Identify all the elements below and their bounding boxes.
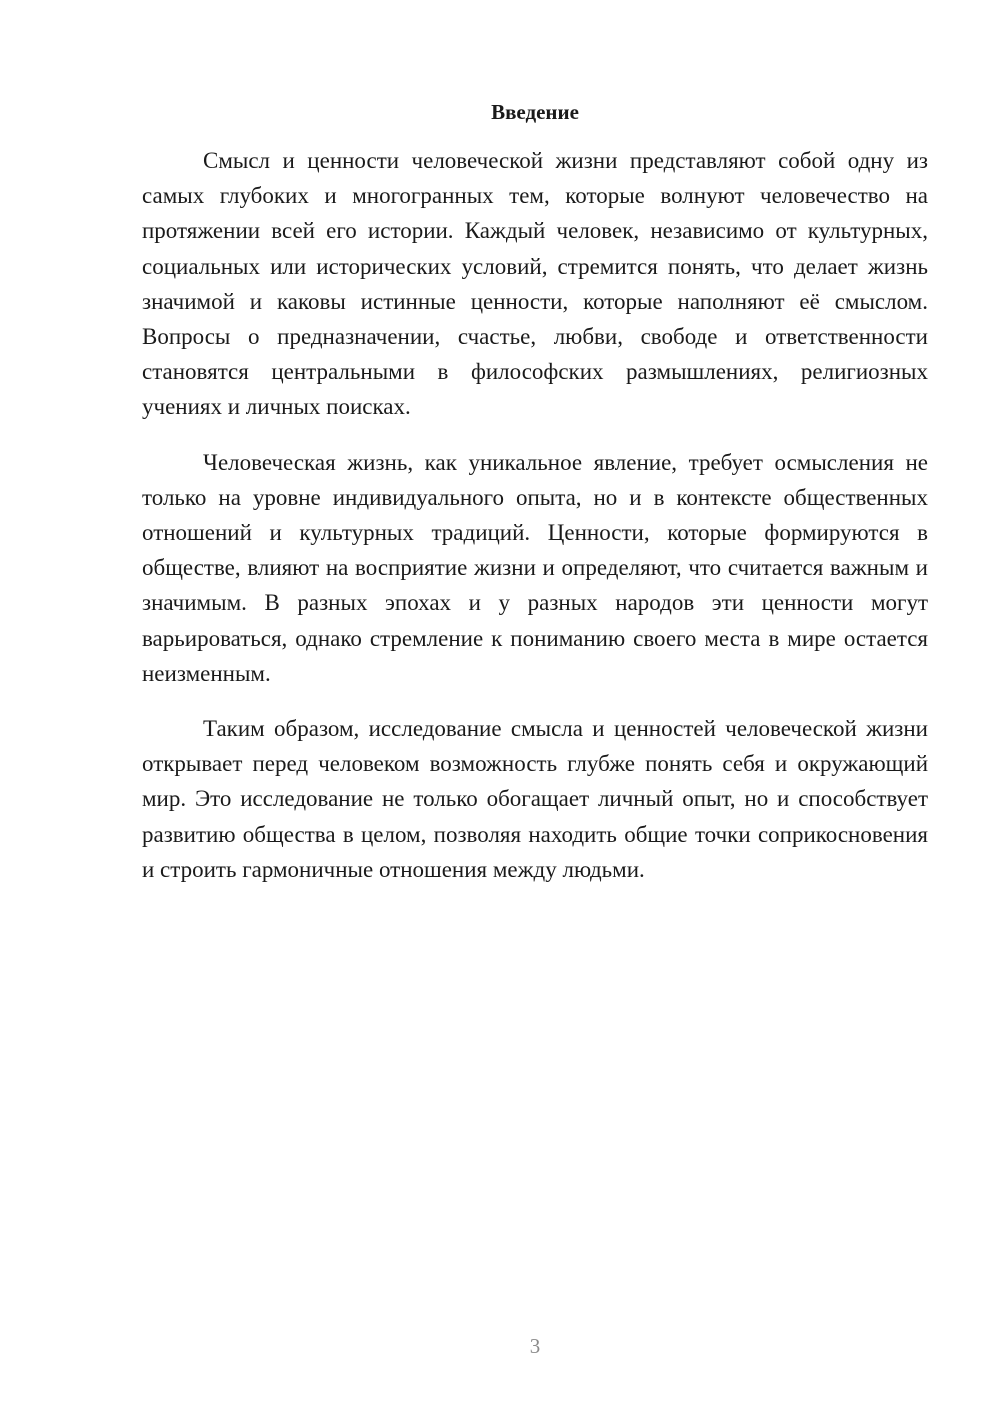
paragraph-3: Таким образом, исследование смысла и ценностей человеческой жизни открывает перед человеком возможность глубже понять себя и окружающий мир. Это исследование не только обогащает личный опыт, но и способствует развитию общества в целом, позволяя находить общие точки соприкосновения и строить гармоничные отношения между людьми.: [142, 716, 928, 882]
paragraph-2: Человеческая жизнь, как уникальное явление, требует осмысления не только на уровне индивидуального опыта, но и в контексте общественных отношений и культурных традиций. Ценности, которые формируются в обществе, влияют на восприятие жизни и определяют, что считается важным и значимым. В разных эпохах и у разных народов эти ценности могут варьироваться, однако стремление к пониманию своего места в мире остается неизменным.: [142, 449, 928, 686]
page-number: 3: [529, 1334, 541, 1358]
paragraph-1: Смысл и ценности человеческой жизни представляют собой одну из самых глубоких и многогранных тем, которые волнуют человечество на протяжении всей его истории. Каждый человек, независимо от культурных, социальных или исторических условий, стремится понять, что делает жизнь значимой и каковы истинные ценности, которые наполняют её смыслом. Вопросы о предназначении, счастье, любви, свободе и ответственности становятся центральными в философских размышлениях, религиозных учениях и личных поисках.: [142, 148, 928, 420]
section-title: Введение: [491, 100, 579, 124]
body-text: [142, 143, 928, 887]
